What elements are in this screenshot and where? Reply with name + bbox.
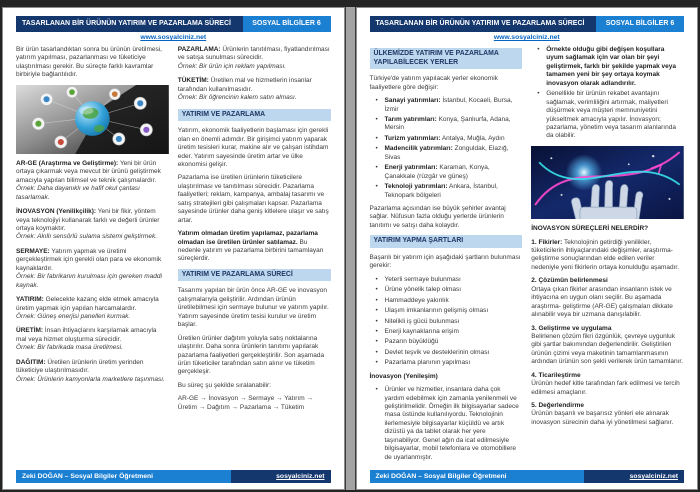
- course-badge: SOSYAL BİLGİLER 6: [596, 16, 684, 32]
- invest-type-item: • Madencilik yatırımları: Zonguldak, Elazığ, Sivas: [375, 145, 509, 161]
- paragraph-emphasis: Yatırım olmadan üretim yapılamaz, pazarlama olmadan ise üretilen ürünler satılamaz. Bu nedenle yatırım ve pazarlama birbirini tamamlayan süreçlerdir.: [177, 230, 324, 263]
- process-chain: AR-GE → İnovasyon → Sermaye → Yatırım → Üretim → Dağıtım → Pazarlama → Tüketim: [177, 395, 313, 411]
- website-link[interactable]: www.sosyalciniz.net: [140, 34, 207, 41]
- paragraph: Bu süreç şu şekilde sıralanabilir:: [177, 381, 271, 389]
- term-yatirim: YATIRIM: Gelecekte kazanç elde etmek amacıyla üretim yapmak için yapılan harcamalardır. Örnek: Güneş enerjisi panelleri kurmak.: [16, 296, 159, 320]
- bullet-icon: •: [375, 317, 378, 325]
- globe-network-image: [16, 85, 169, 154]
- page-title: TASARLANAN BİR ÜRÜNÜN YATIRIM VE PAZARLAMA SÜRECİ: [16, 16, 243, 32]
- innovation-step-4: 4. Ticarileştirme Ürünün hedef kitle tarafından fark edilmesi ve tercih edilmesi amaçlanır.: [531, 371, 680, 396]
- condition-item: • Ürüne yönelik talep olması: [375, 286, 462, 294]
- innovation-definition-bullet: • Örnekte olduğu gibi değişen koşullara uyum sağlamak için var olan bir şeyi geliştirmek, farklı bir şekilde yapmak veya tamamen yeni bir şey ortaya koymak inovasyon olarak adlandırılır.: [537, 46, 676, 87]
- section-header-yatirim-pazarlama-sureci: YATIRIM VE PAZARLAMA SÜRECİ: [178, 269, 331, 282]
- bullet-icon: •: [375, 134, 378, 142]
- paragraph: Yatırım, ekonomik faaliyetlerin başlaması için gerekli olan en önemli adımdır. Bir girişimci yatırım yaparak üretim tesisleri kurar, makine alır ve çalışan istihdam eder. Yatırım sayesinde üretim artar ve ülke ekonomisi gelişir.: [177, 127, 329, 168]
- condition-item: • Enerji kaynaklarına erişim: [375, 327, 459, 335]
- page2-col1: [370, 46, 523, 464]
- paragraph: Üretilen ürünler dağıtım yoluyla satış noktalarına ulaştırılır. Daha sonra ürünlerin tanıtımı yapılarak pazarlama faaliyetleri gerçekleştirilir. Son aşamada ürün tüketiciler tarafından satın alınır ve tüketim gerçekleşir.: [177, 334, 325, 376]
- bullet-icon: •: [375, 97, 378, 105]
- paragraph: Pazarlama açısından ise büyük şehirler avantaj sağlar. Nüfusun fazla olduğu yerlerde ürünlerin tanıtımı ve satışı daha kolaydır.: [369, 204, 506, 229]
- footer-site-link[interactable]: sosyalciniz.net: [231, 470, 331, 483]
- page2-col2: [531, 46, 684, 464]
- invest-type-item: • Tarım yatırımları: Konya, Şanlıurfa, Adana, Mersin: [375, 116, 511, 132]
- section-header-ulkemizde-yatirim: ÜLKEMİZDE YATIRIM VE PAZARLAMA YAPILABİLECEK YERLER: [370, 48, 523, 69]
- innovation-step-5: 5. Değerlendirme Ürünün başarılı ve başarısız yönleri ele alınarak inovasyon sürecinin daha iyi yönetilmesi sağlanır.: [531, 402, 674, 426]
- invest-type-item: • Turizm yatırımları: Antalya, Muğla, Aydın: [375, 134, 505, 142]
- term-dagitim: DAĞITIM: Üretilen ürünlerin üretim yerinden tüketiciye ulaştırılmasıdır. Örnek: Ürünlerin kamyonlarla marketlere taşınması.: [16, 358, 165, 383]
- condition-item: • Nitelikli iş gücü bulunması: [375, 317, 460, 325]
- bullet-icon: •: [537, 46, 540, 53]
- page2-header: [370, 16, 685, 32]
- paragraph: Türkiye'de yatırım yapılacak yerler ekonomik faaliyetlere göre değişir:: [369, 75, 498, 91]
- intro-paragraph: Bir ürün tasarlandıktan sonra bu ürünün üretilmesi, yatırım yapılması, pazarlanması ve tüketiciye ulaştırılması gerekir. Bu süreçte farklı kavramlar birbiriyle bağlantılıdır.: [16, 46, 162, 79]
- page-gutter: [345, 7, 356, 490]
- bullet-icon: •: [537, 90, 540, 98]
- condition-item: • Ulaşım imkanlarının gelişmiş olması: [375, 307, 489, 315]
- paragraph: Başarılı bir yatırım için aşağıdaki şartların bulunması gerekir:: [369, 253, 521, 270]
- page1-col2: [178, 46, 331, 417]
- term-pazarlama: PAZARLAMA: Ürünlerin tanıtılması, fiyatlandırılması ve satışa sunulması sürecidir. Örnek: Bir ürün için reklam yapılması.: [177, 46, 330, 70]
- bullet-icon: •: [375, 338, 378, 346]
- invest-type-item: • Teknoloji yatırımları: Ankara, İstanbul, Teknopark bölgeleri: [375, 183, 498, 199]
- paragraph: Pazarlama ise üretilen ürünlerin tüketicilere ulaştırılması ve tanıtılması sürecidir. Pazarlama faaliyetleri; reklam, kampanya, ambalaj tasarımı ve satış stratejileri gibi çalışmaları kapsar. Pazarlama sayesinde ürünler daha geniş kitlelere ulaşır ve satış artar.: [177, 174, 329, 224]
- page-title: TASARLANAN BİR ÜRÜNÜN YATIRIM VE PAZARLAMA SÜRECİ: [370, 16, 597, 32]
- innovation-bullet: • Ürünler ve hizmetler, insanlara daha çok yardım edebilmek için zamanla yenilenmeli ve geliştirilmelidir. Örneğin ilk bilgisayarlar sadece masa üstünde kullanılıyordu. Teknolojinin ilerlemesiyle bilgisayarlar küçüldü ve artık dizüstü ya da tablet olarak her yere taşınabiliyor. Genel ağın da icat edilmesiyle bilgisayarlar, mobil telefonlara ve otomobillere de uyarlanmıştır.: [375, 386, 519, 461]
- innovation-processes-heading: İNOVASYON SÜREÇLERİ NELERDİR?: [531, 225, 649, 233]
- bullet-icon: •: [375, 275, 378, 283]
- course-badge: SOSYAL BİLGİLER 6: [243, 16, 331, 32]
- term-tuketim: TÜKETİM: Üretilen mal ve hizmetlerin insanlar tarafından kullanılmasıdır. Örnek: Bir öğrencinin kalem satın alması.: [177, 77, 312, 102]
- website-link[interactable]: www.sosyalciniz.net: [493, 34, 560, 41]
- term-arge: AR-GE (Araştırma ve Geliştirme): Yeni bir ürün ortaya çıkarmak veya mevcut bir ürünü geliştirmek amacıyla yapılan bilimsel ve teknik çalışmalardır. Örnek: Daha dayanıklı ve hafif okul çantası tasarlamak.: [16, 159, 161, 201]
- page-1: [2, 7, 345, 490]
- term-inovasyon: İNOVASYON (Yenilikçilik): Yeni bir fikir, yöntem veya teknolojiyi kullanarak farklı ve değerli ürünler ortaya koymaktır. Örnek: Akıllı sensörlü sulama sistemi geliştirmek.: [16, 208, 160, 241]
- paragraph: Tasarımı yapılan bir ürün önce AR-GE ve inovasyon çalışmalarıyla geliştirilir. Ardından ürünün üretilebilmesi için sermaye bulunur ve yatırım yapılır. Yatırım sayesinde üretim tesisi kurulur ve üretim başlar.: [177, 287, 329, 329]
- condition-item: • Hammaddeye yakınlık: [375, 296, 449, 304]
- bullet-icon: •: [375, 307, 378, 315]
- bullet-icon: •: [375, 386, 378, 394]
- page1-header: [16, 16, 331, 32]
- page2-columns: [370, 46, 685, 464]
- term-sermaye: SERMAYE: Yatırım yapmak ve üretimi gerçekleştirmek için gerekli olan para ve ekonomik kaynaklardır. Örnek: Bir fabrikanın kurulması için gereken maddi kaynak.: [16, 247, 162, 289]
- condition-item: • Pazarlama planının yapılması: [375, 359, 471, 367]
- page2-footer: [370, 470, 685, 483]
- invest-type-item: • Enerji yatırımları: Karaman, Konya, Çanakkale (rüzgâr ve güneş): [375, 164, 490, 180]
- bullet-icon: •: [375, 348, 378, 356]
- bullet-icon: •: [375, 145, 378, 153]
- innovation-step-1: 1. Fikirler: Teknolojinin getirdiği yenilikler, tüketicilerin ihtiyaçlarındaki değişimler, araştırma-geliştirme sonuçlarından elde edilen veriler nedeniyle yeni fikirlerin ortaya konulduğu aşamadır.: [531, 238, 680, 271]
- footer-site-link[interactable]: sosyalciniz.net: [584, 470, 684, 483]
- bullet-icon: •: [375, 164, 378, 172]
- condition-item: • Yeterli sermaye bulunması: [375, 275, 461, 283]
- bullet-icon: •: [375, 296, 378, 304]
- section-header-yatirim-ve-pazarlama: YATIRIM VE PAZARLAMA: [178, 109, 331, 122]
- page1-col1: [16, 46, 169, 417]
- robot-hand-technology-image: [531, 146, 684, 219]
- condition-item: • Pazarın büyüklüğü: [375, 338, 439, 346]
- section-header-yatirim-yapma-sartlari: YATIRIM YAPMA ŞARTLARI: [370, 235, 523, 248]
- bullet-icon: •: [375, 116, 378, 123]
- innovation-subheading: İnovasyon (Yenileşim): [369, 372, 438, 380]
- innovation-step-3: 3. Geliştirme ve uygulama Belirlenen çözüm fikri özgünlük, çevreye uygunluk gibi şartlar bakımından değerlendirilir. Geliştirilen ürünün çizimi veya maketinin tamamlanmasının ardından ürünün son şekli verilerek ürün tamamlanır.: [531, 324, 683, 366]
- bullet-icon: •: [375, 183, 378, 191]
- innovation-step-2: 2. Çözümün belirlenmesi Ortaya çıkan fikirler arasından insanların istek ve ihtiyacına en uygun olanı seçilir. Bu aşamada araştırma- geliştirme (AR-GE) çalışmaları dikkate alınabilir veya bir uzmana danışılabilir.: [531, 277, 673, 319]
- bullet-icon: •: [375, 286, 378, 294]
- bullet-icon: •: [375, 327, 378, 335]
- author-credit: Zeki DOĞAN – Sosyal Bilgiler Öğretmeni: [16, 470, 231, 483]
- page-2: [356, 7, 699, 490]
- author-credit: Zeki DOĞAN – Sosyal Bilgiler Öğretmeni: [370, 470, 585, 483]
- page1-footer: [16, 470, 331, 483]
- bullet-icon: •: [375, 359, 378, 367]
- innovation-purpose-bullet: • Genellikle bir ürünün rekabet avantajını sağlamak, verimliliğini artırmak, maliyetleri düşürmek veya müşteri memnuniyetini yükseltmek amacıyla yapılır. İnovasyon; pazarlama, yönetim veya tasarım alanlarında da olabilir.: [537, 90, 676, 140]
- term-uretim: ÜRETİM: İnsan ihtiyaçlarını karşılamak amacıyla mal veya hizmet oluşturma sürecidir. Örnek: Bir fabrikada masa üretilmesi.: [16, 327, 157, 352]
- invest-type-item: • Sanayi yatırımları: İstanbul, Kocaeli, Bursa, İzmir: [375, 97, 513, 113]
- condition-item: • Devlet teşvik ve desteklerinin olması: [375, 348, 490, 356]
- page1-columns: [16, 46, 331, 417]
